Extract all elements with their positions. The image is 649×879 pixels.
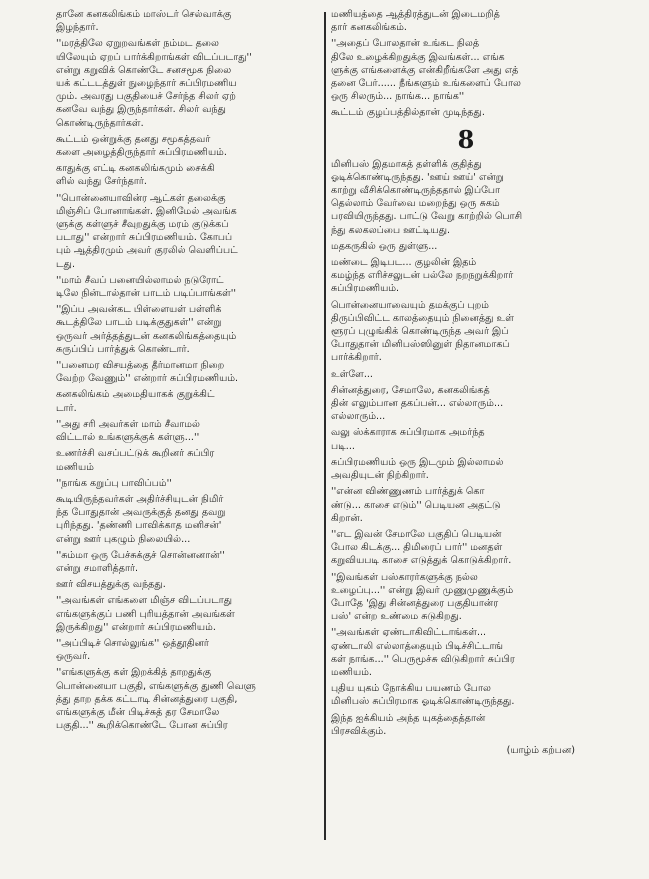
paragraph: கனகலிங்கம் அமைதியாகக் குறுக்கிட் டார். <box>56 389 215 414</box>
paragraph: ''பனைமர விசயத்தை தீர்மானமா நிறை வேற்ற வேணும்'' என்றார் சுப்பிரமணியம். <box>56 360 239 385</box>
right-column-bottom-section <box>331 158 601 738</box>
right-column-top-section <box>331 8 601 120</box>
paragraph: ''எட இவன் சேமாலே பகுதிப் பெடியன் போல கிடக்கு... திமிரைப் பார்'' மனதள் கறுவியபடி காசை எடுத்துக் கொடுக்கிறார். <box>331 528 512 567</box>
left-text-column <box>56 8 320 735</box>
paragraph: சுப்பிரமணியம் ஒரு இடமும் இல்லாமல் அவதியுடன் நிற்கிறார். <box>331 456 504 482</box>
paragraph: ''இவங்கள் பஸ்காரர்களுக்கு நல்ல உழைப்பு...'' என்று இவர் முணுமுணுக்கும் போதே 'இது சின்னத்துரை பகுதியான்ர பஸ்' என்ற உண்மை சுடுகிறது. <box>331 571 514 623</box>
paragraph: ''அது சரி அவர்கள் மாம் சீவாமல் விட்டால் உங்களுக்குக் கள்ளு...'' <box>56 418 200 444</box>
paragraph: உள்ளே... <box>331 368 373 380</box>
paragraph: காதுக்கு எட்டி கனகலிங்கமும் சைக்கி ளில் வந்து சேர்ந்தார். <box>56 163 215 188</box>
paragraph: தானே கனகலிங்கம் மாஸ்டர் செல்வாக்கு இழந்தார். <box>56 9 232 34</box>
paragraph: ''எங்களுக்கு கள் இறக்கித் தாறதுக்கு பொன்னையா பகுதி, எங்களுக்கு துணி வெளு த்து தாற தக்க கட்டாடி சின்னத்துரை பகுதி, எங்களுக்கு மீன் பிடிச்சுத் தர சேமாலே பகுதி...'' கூறிக்கொண்டே போன சுப்பிர <box>56 667 256 732</box>
paragraph: மணியத்தை ஆத்திரத்துடன் இடைமறித் தார் கனகலிங்கம். <box>331 9 500 34</box>
paragraph: உணர்ச்சி வசப்பட்டுக் கூறினர் சுப்பிர மணியம் <box>56 448 215 473</box>
paragraph: ஊர் விசயத்துக்கு வந்தது. <box>56 579 166 591</box>
chapter-number: 8 <box>457 124 475 154</box>
paragraph: ''மாம் சீவப் பனையில்லாமல் நடுரோட் டிலே நின்டால்தான் பாடம் படிப்பாங்கள்'' <box>56 274 237 300</box>
paragraph: ''என்ன விண்ணுணம் பார்த்துக் கொ ண்டு... காசை எடும்'' பெடியன அதட்டு கிறான். <box>331 486 501 524</box>
right-text-column <box>331 8 601 757</box>
author-signature: (யாழ்ம் கற்பன) <box>506 744 575 756</box>
paragraph: ''சும்மா ஒரு பேச்சுக்குச் சொன்னனான்'' என்று சமாளித்தார். <box>56 549 225 574</box>
paragraph: மதகருகில் ஒரு துள்ளு... <box>331 240 438 252</box>
paragraph: மண்டை இடிபட... குழலின் இதம் கமழ்ந்த எரிச்சலுடன் பல்லே நறநறுக்கிறார் சுப்பிரமணியம். <box>331 257 514 295</box>
paragraph: ''அப்பிடிச் சொல்லுங்க'' ஒத்தூதினர் ஒருவர். <box>56 637 209 663</box>
paragraph: ''நாங்க கறுப்பு பாவிப்பம்'' <box>56 477 172 489</box>
paragraph: மினிபஸ் இதமாகத் தள்ளிக் குதித்து ஓடிக்கொண்டிருந்தது. 'ஊய் ஊய்' என்று காற்று வீசிக்கொண்டிருந்ததால் இப்போ தெல்லாம் வேர்வை மறைந்து ஒரு சுகம் பரவியிருந்தது. பாட்டு வேறு காற்றில் பொசி ந்து கலகலப்பை ஊட்டியது. <box>331 158 523 236</box>
column-divider <box>324 12 326 840</box>
paragraph: ''இப்ப அவன்கட பிள்ளையள் பள்ளிக் கூடத்திலே பாடம் படிக்குதுகள்'' என்று ஒருவர் அர்த்தத்துடன் கனகலிங்கத்தையும் சுருப்பிப் பார்த்துக் கொண்டார். <box>56 304 237 355</box>
paragraph: வலு ஸ்க்காராக சுப்பிரமாக அமர்ந்த படி... <box>331 427 485 452</box>
paragraph: கூட்டம் ஒன்றுக்கு தனது சமூகத்தவர் களை அழைத்திருந்தார் சுப்பிரமணியம். <box>56 133 227 159</box>
paragraph: ''அவங்கள் ஏண்டாகிவிட்டாங்கள்... ஏண்டாலி எல்லாத்தையும் பிடிச்சிட்டாங் கள் நாங்க...'' பெருமூச்சு விடுகிறார் சுப்பிர மணியம். <box>331 627 515 678</box>
paragraph: சின்னத்துரை, சேமாலே, கனகலிங்கத் தின் எலும்பான தகப்பன்... எல்லாரும்... எல்லாரும்... <box>331 384 504 423</box>
paragraph: இந்த ஐக்கியம் அந்த யுகத்தைத்தான் பிரசவிக்கும். <box>331 712 486 737</box>
paragraph: ''மரத்திலே ஏறுறவங்கள் நம்மட தலை யிலேயும் ஏறப் பார்க்கிறாங்கள் விடப்படாது'' என்று கறுவிக் கொண்டே சனசமூக நிலை யக் கட்டடத்துள் நுழைந்தார் சுப்பிரமணிய மும். அவரது பகுதியைச் சேர்ந்த சிலர் ஏற் கனவே வந்து இருந்தார்கள். சிலர் வந்து கொண்டிருந்தார்கள். <box>56 38 252 129</box>
paragraph: புதிய யுகம் நோக்கிய பயணம் போல மினிபஸ் சுப்பிரமாக ஓடிக்கொண்டிருந்தது. <box>331 683 515 708</box>
paragraph: ''பொன்னையாவின்ர ஆட்கள் தலைக்கு மிஞ்சிப் போனாங்கள். இனிமேல் அவங்க ளுக்கு கள்ளுச் சீவுறதுக்கு மரம் குடுக்கப் படாது'' என்றார் சுப்பிரமணியம். கோபப் பும் ஆத்திரமும் அவர் குரலில் வெளிப்பட் டது. <box>56 192 238 270</box>
paragraph: ''அதைப் போலதான் உங்கட நிலத் திலே உழைக்கிறதுக்கு இவங்கள்... எங்க ளுக்கு எங்களைக்கு என்கிறீங்களே அது எத் தனை பேர்...... நீங்களும் உங்களைப் போல ஒரு சிலரும்... நாங்க... நாங்க'' <box>331 38 521 103</box>
paragraph: பொன்னையாவையும் தமக்குப் புறம் திருப்பிவிட்ட காலத்தையும் நினைத்து உள் ளூரப் புழுங்கிக் கொண்டிருந்த அவர் இப் போதுதான் மினிபஸ்ஸினுள் நிதானமாகப் பார்க்கிறார். <box>331 299 514 364</box>
paragraph: ''அவங்கள் எங்களை மிஞ்ச விடப்படாது எங்களுக்குப் பணி புரியத்தான் அவங்கள் இருக்கிறது'' என்றார் சுப்பிரமணியம். <box>56 595 235 633</box>
paragraph: கூடியிருந்தவர்கள் அதிர்ச்சியுடன் நிமிர் ந்த போதுதான் அவருக்குத் தனது தவறு புரிந்தது. 'தண்ணி பாவிக்காத மனிசன்' என்று ஊர் புகழும் நிலையில்... <box>56 493 226 545</box>
paragraph: கூட்டம் குழப்பத்தில்தான் முடிந்தது. <box>331 107 485 119</box>
